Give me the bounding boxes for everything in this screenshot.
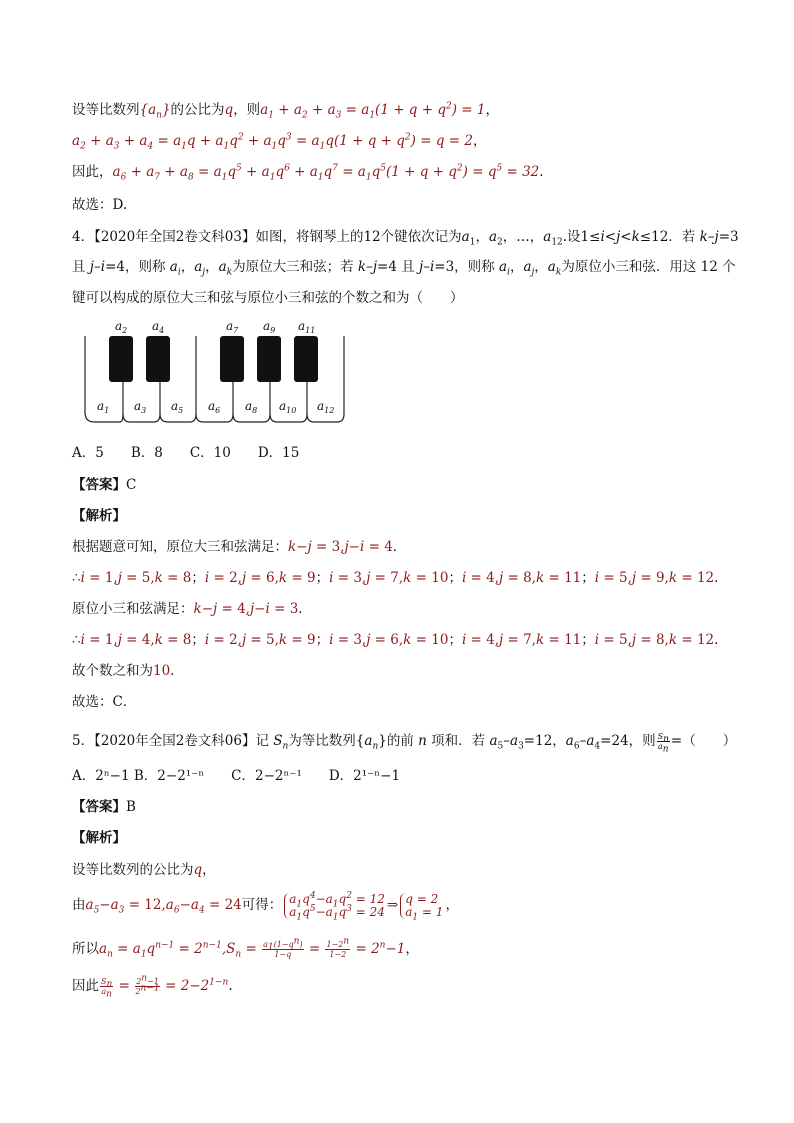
q5-analysis-line-1: 设等比数列的公比为q， [72,862,216,878]
label-a2: $a_2$ [115,319,128,335]
black-key-a9 [257,336,281,382]
black-key-a2 [109,336,133,382]
q5-analysis-line-3: 所以$a_n = a_1q^{n-1} = 2^{n-1},S_n$ = $\frac{a_1(1-q^n)}{1-q}$ = $\frac{1-2^n}{1-2}$ = $2^n-1$， [72,936,419,960]
q4-options: A．5 B．8 C．10 D．15 [72,445,300,461]
q3-answer: 故选：D. [72,197,128,213]
q5-analysis-label: 【解析】 [72,830,126,846]
q5-answer: 【答案】B [72,799,136,815]
q4-answer: 【答案】C [72,477,137,493]
label-a8: $a_8$ [245,399,258,415]
q3-line-1: 设等比数列$\{a_n\}$的公比为q，则$a_1 + a_2 + a_3 = a_1(1 + q + q^2) = 1$， [72,101,499,121]
q4-stem-line-2: 且 j–i=4，则称 $a_i$，$a_j$，$a_k$为原位大三和弦；若 k–j=4 且 j–i=3，则称 $a_i$，$a_j$，$a_k$为原位小三和弦．用这 12 个 [72,259,736,278]
q5-options: A．2ⁿ−1 B．2−2¹⁻ⁿ C．2−2ⁿ⁻¹ D．2¹⁻ⁿ−1 [72,768,401,784]
label-a9: $a_9$ [263,319,276,335]
q5-analysis-line-2: 由$a_5-a_3 = 12,a_6-a_4 = 24$可得： $a_1q^4-a_1q^2 = 12$ $a_1q^5-a_1q^3 = 24$ ⇒ q = 2 $a_1 = 1$ ， [72,890,459,922]
label-a6: $a_6$ [208,399,221,415]
q4-analysis-line-4: ∴i = 1,j = 4,k = 8；i = 2,j = 5,k = 9；i = 3,j = 6,k = 10；i = 4,j = 7,k = 11；i = 5,j = 8,k = 12． [72,632,728,648]
q4-stem-line-3: 键可以构成的原位大三和弦与原位小三和弦的个数之和为（ ） [72,290,464,306]
label-a5: $a_5$ [171,399,184,415]
q4-analysis-line-2: ∴i = 1,j = 5,k = 8；i = 2,j = 6,k = 9；i = 3,j = 7,k = 10；i = 4,j = 8,k = 11；i = 5,j = 9,k = 12． [72,570,728,586]
q4-analysis-line-3: 原位小三和弦满足：k−j = 4,j−i = 3． [72,601,312,617]
q5-analysis-line-4: 因此 $\frac{S_n}{a_n}$ = $\frac{2^n-1}{2^{n-1}}$ = $2-2^{1-n}$. [72,973,233,1000]
black-key-a7 [220,336,244,382]
q4-analysis-line-1: 根据题意可知，原位大三和弦满足：k−j = 3,j−i = 4． [72,539,407,555]
label-a7: $a_7$ [226,319,239,335]
black-key-a4 [146,336,170,382]
q4-stem-line-1: 4．【2020年全国2卷文科03】如图，将钢琴上的12个键依次记为$a_1$，$a_2$，…，$a_{12}$.设1≤i<j<k≤12．若 k–j=3 [72,229,739,248]
q3-line-3: 因此，$a_6 + a_7 + a_8 = a_1q^5 + a_1q^6 + a_1q^7 = a_1q^5(1 + q + q^2) = q^5 = 32$. [72,163,544,183]
label-a11: $a_{11}$ [298,319,316,335]
piano-keyboard-figure [72,318,352,428]
label-a12: $a_{12}$ [317,399,335,415]
q5-stem: 5．【2020年全国2卷文科06】记 $S_n$为等比数列$\{a_n\}$的前 n 项和．若 $a_5-a_3=12$，$a_6-a_4=24$，则 $\frac{S_n}{a_n}$ =（ ） [72,732,737,755]
q4-analysis-line-6: 故选：C． [72,694,137,710]
label-a4: $a_4$ [152,319,165,335]
q3-line-2: $a_2 + a_3 + a_4 = a_1q + a_1q^2 + a_1q^3 = a_1q(1 + q + q^2) = q = 2$， [72,132,487,152]
label-a3: $a_3$ [134,399,147,415]
label-a10: $a_{10}$ [279,399,297,415]
label-a1: $a_1$ [97,399,110,415]
q4-analysis-line-5: 故个数之和为10． [72,663,184,679]
q4-analysis-label: 【解析】 [72,508,126,524]
black-key-a11 [294,336,318,382]
